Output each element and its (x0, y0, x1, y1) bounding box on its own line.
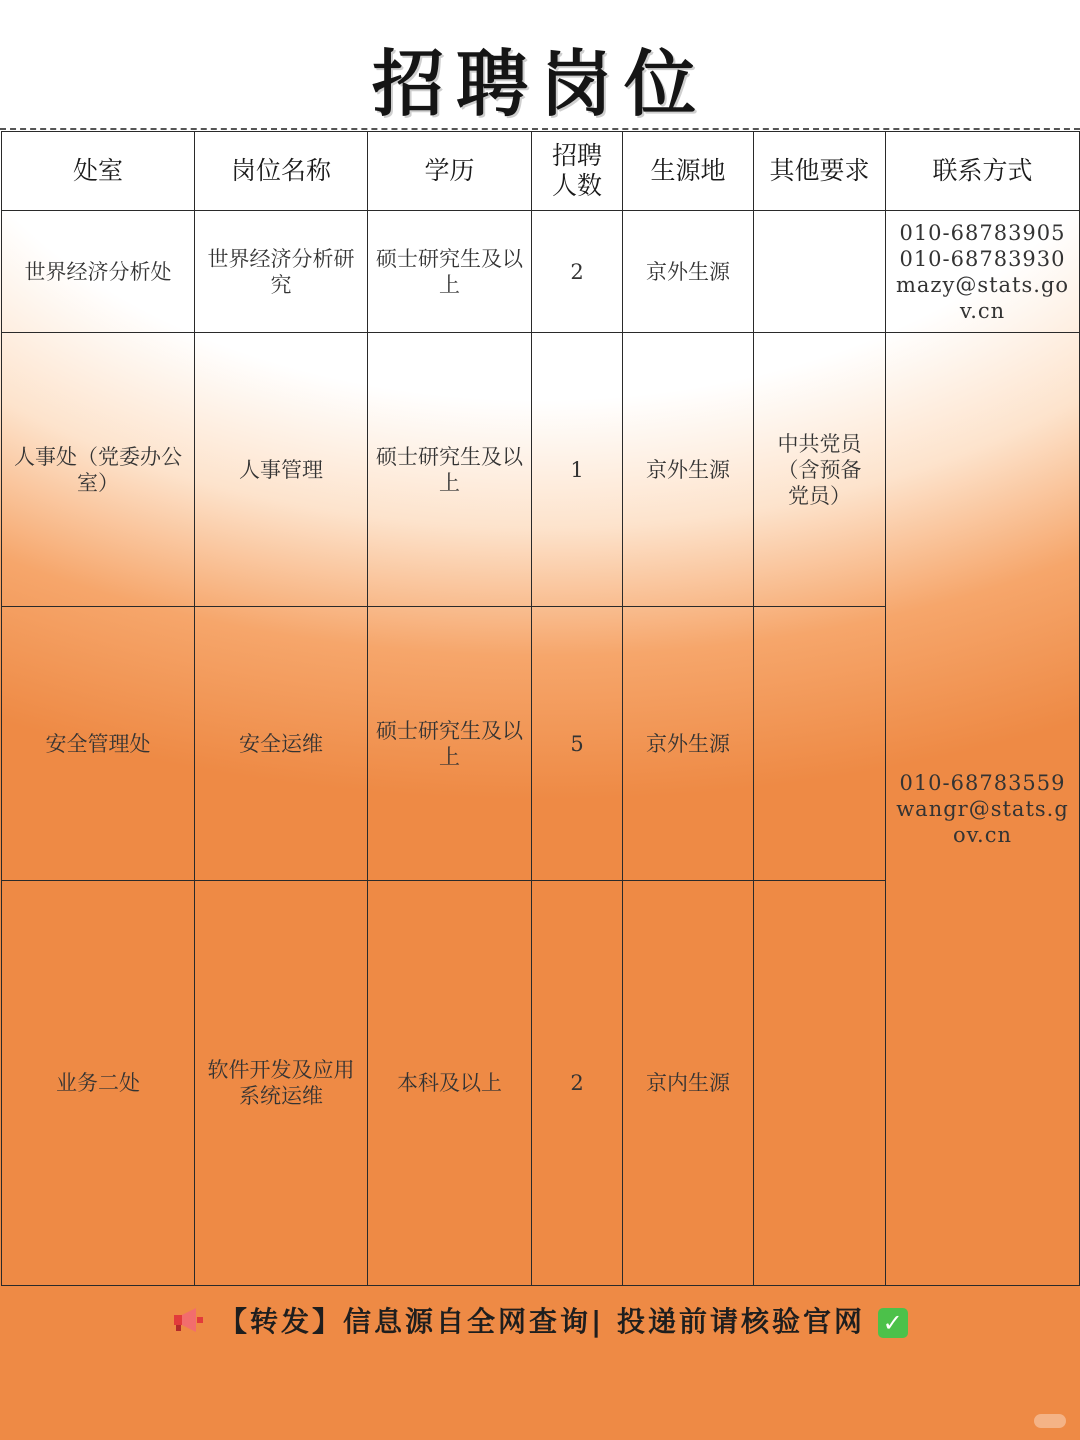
dashed-divider (0, 128, 1080, 130)
header-origin: 生源地 (623, 132, 754, 211)
cell-dept: 世界经济分析处 (2, 211, 195, 333)
cell-origin: 京外生源 (623, 607, 754, 881)
cell-origin: 京外生源 (623, 211, 754, 333)
contact-phone: 010-68783559 (899, 771, 1066, 795)
header-other: 其他要求 (754, 132, 886, 211)
cell-position: 安全运维 (195, 607, 368, 881)
cell-count: 2 (532, 881, 623, 1286)
table-row (2, 211, 1080, 333)
cell-education: 硕士研究生及以上 (368, 333, 532, 607)
cell-position: 人事管理 (195, 333, 368, 607)
cell-position: 软件开发及应用系统运维 (195, 881, 368, 1286)
footer-notice (0, 1300, 1080, 1342)
table-row (2, 333, 1080, 607)
cell-origin: 京内生源 (623, 881, 754, 1286)
cell-position: 世界经济分析研究 (195, 211, 368, 333)
contact-phone: 010-68783905 (899, 220, 1066, 245)
cell-count: 2 (532, 211, 623, 333)
header-education: 学历 (368, 132, 532, 211)
cell-contact (886, 211, 1080, 333)
cell-dept: 人事处（党委办公室） (2, 333, 195, 607)
header-count: 招聘人数 (532, 132, 623, 211)
cell-education: 本科及以上 (368, 881, 532, 1286)
cell-education: 硕士研究生及以上 (368, 607, 532, 881)
cell-other (754, 607, 886, 881)
page-title: 招聘岗位 (371, 42, 708, 126)
table-header-row (2, 132, 1080, 211)
contact-phone: 010-68783930 (899, 246, 1066, 271)
cell-contact-shared (886, 333, 1080, 1286)
contact-email: mazy@stats.gov.cn (895, 272, 1070, 323)
cell-education: 硕士研究生及以上 (368, 211, 532, 333)
recruitment-table (1, 131, 1080, 1286)
cell-origin: 京外生源 (623, 333, 754, 607)
check-icon: ✓ (878, 1308, 908, 1338)
cell-other (754, 881, 886, 1286)
watermark-badge (1034, 1414, 1066, 1428)
header-position: 岗位名称 (195, 132, 368, 211)
cell-count: 1 (532, 333, 623, 607)
contact-email: wangr@stats.gov.cn (896, 797, 1069, 847)
header-contact: 联系方式 (886, 132, 1080, 211)
header-dept: 处室 (2, 132, 195, 211)
cell-other: 中共党员（含预备党员） (754, 333, 886, 607)
cell-other (754, 211, 886, 333)
megaphone-icon (172, 1305, 206, 1342)
cell-dept: 安全管理处 (2, 607, 195, 881)
footer-text: 【转发】信息源自全网查询| 投递前请核验官网 (219, 1305, 865, 1338)
cell-count: 5 (532, 607, 623, 881)
cell-dept: 业务二处 (2, 881, 195, 1286)
